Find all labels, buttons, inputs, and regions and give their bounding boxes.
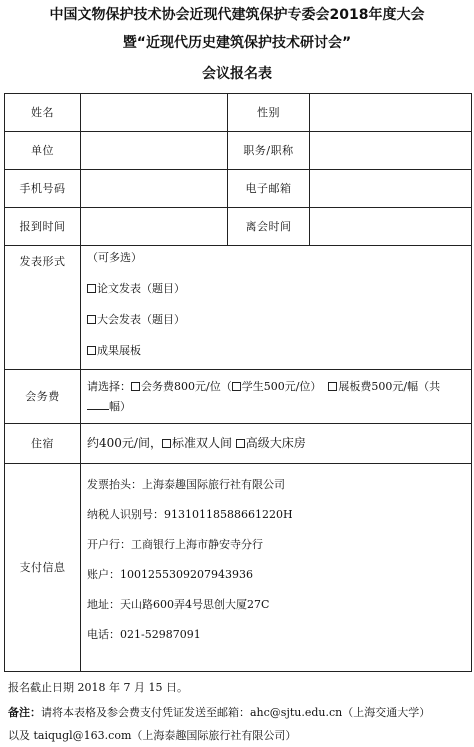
checkout-label: 离会时间 bbox=[228, 208, 310, 246]
checkin-label: 报到时间 bbox=[5, 208, 81, 246]
bank-name: 开户行：工商银行上海市静安寺分行 bbox=[87, 538, 263, 551]
gender-label: 性别 bbox=[228, 94, 310, 132]
checkbox-icon[interactable] bbox=[232, 382, 241, 391]
deadline-note: 报名截止日期 2018 年 7 月 15 日。 bbox=[8, 681, 188, 694]
table-row bbox=[5, 94, 472, 132]
table-row bbox=[5, 424, 472, 464]
table-row bbox=[5, 464, 472, 672]
tax-id: 纳税人识别号：91310118588661220H bbox=[87, 508, 293, 521]
payment-label: 支付信息 bbox=[5, 464, 81, 672]
fee-options: 请选择： 会务费800元/位（ 学生500元/位） 展板费500元/幅（共 幅） bbox=[81, 370, 472, 424]
checkbox-icon[interactable] bbox=[131, 382, 140, 391]
form-title-line1: 中国文物保护技术协会近现代建筑保护专委会2018年度大会 bbox=[49, 7, 425, 23]
fee-label: 会务费 bbox=[5, 370, 81, 424]
unit-label: 单位 bbox=[5, 132, 81, 170]
phone-number: 电话：021-52987091 bbox=[87, 628, 201, 641]
lodging-option-twin[interactable]: 标准双人间 bbox=[171, 436, 232, 450]
registration-form-table bbox=[4, 93, 472, 672]
presentation-hint: （可多选） bbox=[87, 251, 142, 264]
presentation-option-talk[interactable]: 大会发表（题目） bbox=[87, 312, 471, 327]
name-field[interactable] bbox=[81, 94, 228, 132]
remark-line2: 以及 taiqugl@163.com（上海泰趣国际旅行社有限公司） bbox=[8, 729, 297, 742]
checkin-field[interactable] bbox=[81, 208, 228, 246]
checkbox-icon[interactable] bbox=[87, 346, 96, 355]
position-label: 职务/职称 bbox=[228, 132, 310, 170]
lodging-label: 住宿 bbox=[5, 424, 81, 464]
table-row bbox=[5, 170, 472, 208]
checkbox-icon[interactable] bbox=[328, 382, 337, 391]
presentation-label: 发表形式 bbox=[5, 246, 81, 370]
phone-label: 手机号码 bbox=[5, 170, 81, 208]
address: 地址：天山路600弄4号思创大厦27C bbox=[87, 598, 270, 611]
email-label: 电子邮箱 bbox=[228, 170, 310, 208]
checkout-field[interactable] bbox=[310, 208, 472, 246]
checkbox-icon[interactable] bbox=[162, 439, 171, 448]
invoice-title: 发票抬头：上海泰趣国际旅行社有限公司 bbox=[87, 478, 285, 491]
position-field[interactable] bbox=[310, 132, 472, 170]
fee-option-poster[interactable]: 展板费500元/幅（共 bbox=[338, 379, 441, 393]
table-row bbox=[5, 208, 472, 246]
lodging-options: 约400元/间， 标准双人间 高级大床房 bbox=[81, 424, 472, 464]
presentation-option-paper[interactable]: 论文发表（题目） bbox=[87, 281, 471, 296]
fee-option-student[interactable]: 学生500元/位） bbox=[241, 379, 322, 393]
presentation-option-poster[interactable]: 成果展板 bbox=[87, 343, 471, 358]
bank-account: 账户：1001255309207943936 bbox=[87, 568, 253, 581]
email-field[interactable] bbox=[310, 170, 472, 208]
remark-line1 bbox=[8, 706, 430, 720]
checkbox-icon[interactable] bbox=[87, 315, 96, 324]
table-row bbox=[5, 246, 472, 370]
fee-option-regular[interactable]: 会务费800元/位（ bbox=[141, 379, 232, 393]
poster-count-blank[interactable] bbox=[87, 400, 109, 410]
table-row bbox=[5, 370, 472, 424]
payment-info bbox=[81, 464, 472, 672]
gender-field[interactable] bbox=[310, 94, 472, 132]
unit-field[interactable] bbox=[81, 132, 228, 170]
lodging-option-king[interactable]: 高级大床房 bbox=[245, 436, 306, 450]
remark-label: 备注： bbox=[8, 706, 41, 719]
phone-field[interactable] bbox=[81, 170, 228, 208]
table-row bbox=[5, 132, 472, 170]
form-title-line3: 会议报名表 bbox=[202, 66, 272, 82]
name-label: 姓名 bbox=[5, 94, 81, 132]
checkbox-icon[interactable] bbox=[87, 284, 96, 293]
presentation-options bbox=[81, 246, 472, 370]
checkbox-icon[interactable] bbox=[236, 439, 245, 448]
remark-text: 请将本表格及参会费支付凭证发送至邮箱：ahc@sjtu.edu.cn（上海交通大学） bbox=[41, 706, 431, 719]
form-title-line2: 暨“近现代历史建筑保护技术研讨会” bbox=[122, 35, 352, 51]
